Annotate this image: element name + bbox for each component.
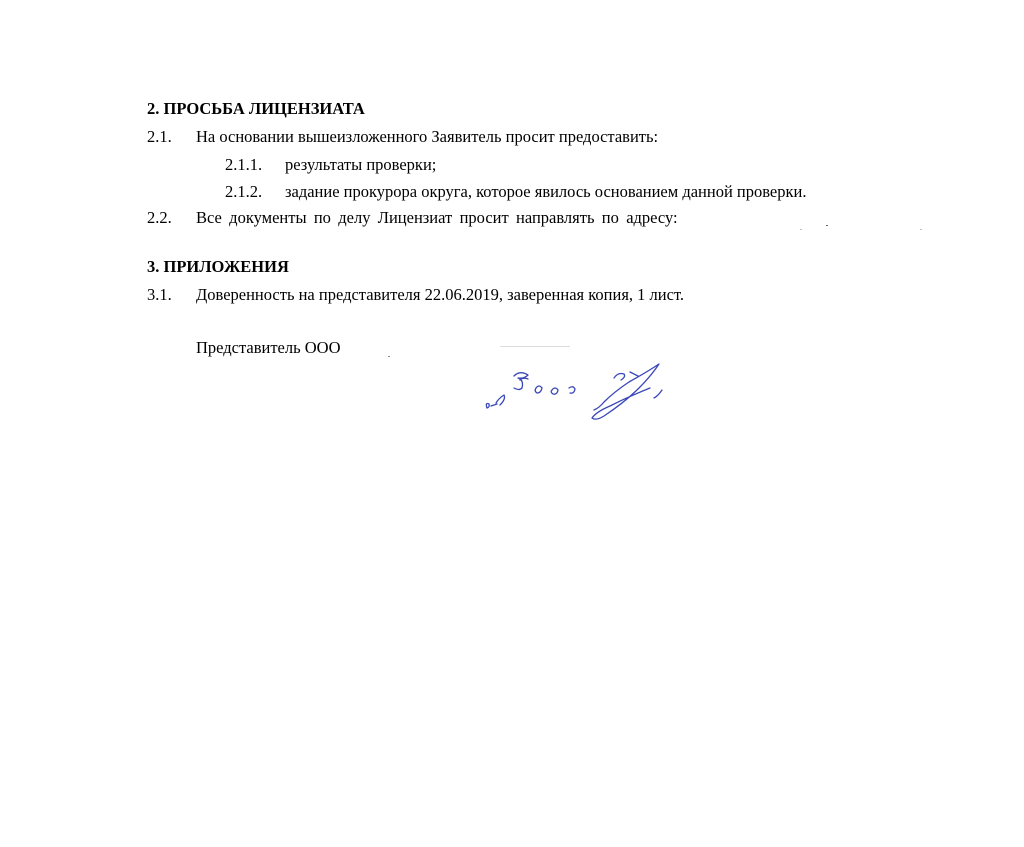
section-3-heading: 3. ПРИЛОЖЕНИЯ	[147, 257, 289, 276]
redaction-speck	[800, 229, 802, 230]
handwritten-signature	[474, 348, 674, 448]
item-text: задание прокурора округа, которое явилось основанием данной проверки.	[285, 182, 807, 201]
redaction-speck	[500, 346, 570, 347]
item-number: 2.1.1.	[225, 155, 263, 174]
item-text: результаты проверки;	[285, 155, 437, 174]
redaction-speck	[920, 229, 922, 230]
item-number: 2.2.	[147, 208, 172, 227]
item-number: 2.1.	[147, 127, 172, 146]
redaction-speck	[826, 225, 828, 226]
item-number: 3.1.	[147, 285, 172, 304]
signature-label: Представитель ООО	[196, 338, 341, 357]
item-text: На основании вышеизложенного Заявитель просит предоставить:	[196, 127, 659, 146]
item-text: Все документы по делу Лицензиат просит направлять по адресу:	[196, 208, 678, 227]
item-number: 2.1.2.	[225, 182, 263, 201]
redaction-speck	[388, 356, 390, 357]
item-text: Доверенность на представителя 22.06.2019, заверенная копия, 1 лист.	[196, 285, 685, 304]
section-2-heading: 2. ПРОСЬБА ЛИЦЕНЗИАТА	[147, 99, 365, 118]
